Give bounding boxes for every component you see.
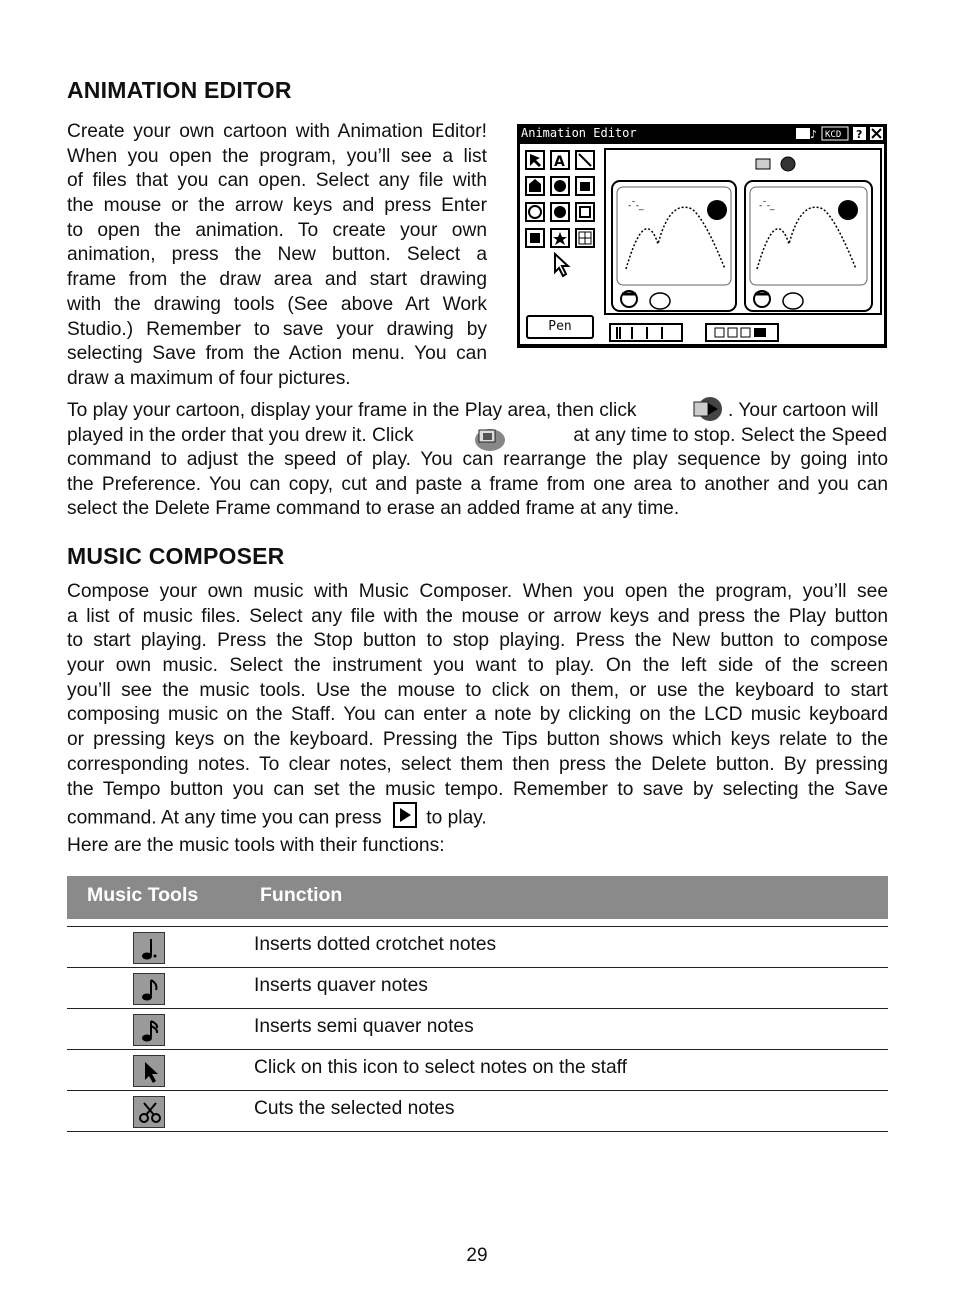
intro-line: When you open the program, you’ll see a list [67,145,487,167]
table-row [67,1091,888,1132]
play-paragraph-rest [67,448,888,522]
intro-line: Create your own cartoon with Animation Editor! [67,121,487,142]
animation-editor-screenshot [517,124,887,348]
play-line-2 [67,423,887,448]
svg-text:-˘-_: -˘-_ [628,201,644,211]
music-line: to start playing. Press the Stop button to stop playing. Press the New button to compose [67,630,888,652]
play-line-1 [67,398,887,423]
header-function: Function [260,884,343,906]
function-text: Inserts dotted crotchet notes [254,934,497,955]
quaver-icon [133,973,165,1005]
play-line-2a: played in the order that you drew it. Click [67,425,414,446]
play-line-1b: . Your cartoon will [728,400,879,421]
page-number: 29 [466,1245,488,1266]
select-arrow-icon [133,1055,165,1087]
music-line: your own music. Select the instrument you want to play. On the left side of the screen [67,655,888,677]
play-line: the Preference. You can copy, cut and paste a frame from one area to another and you can [67,473,888,495]
intro-line: with the drawing tools (See above Art Work [67,293,487,315]
music-paragraph [67,580,888,802]
music-line: you’ll see the music tools. Use the mouse to click on them, or use the keyboard to start [67,679,888,701]
function-text: Inserts semi quaver notes [254,1016,474,1037]
play-line: select the Delete Frame command to erase an added frame at any time. [67,498,680,520]
screenshot-title: Animation Editor [521,126,637,140]
table-row [67,1050,888,1091]
table-top-rule [67,919,888,927]
music-line: or pressing keys on the keyboard. Pressing the Tips button shows which keys relate to the [67,729,888,751]
play-button-icon [393,802,417,835]
table-row [67,1009,888,1050]
intro-line: to open the animation. To create your own [67,219,487,241]
intro-line: animation, press the New button. Select a [67,244,487,266]
table-row [67,927,888,968]
dotted-crotchet-icon [133,932,165,964]
music-line: corresponding notes. To clear notes, select them then press the Delete button. By pressing [67,753,888,775]
semi-quaver-icon [133,1014,165,1046]
table-header [67,876,888,919]
intro-line: of files that you can open. Select any file with [67,170,487,192]
music-last-line-b: to play. [426,807,487,829]
function-text: Cuts the selected notes [254,1098,455,1119]
intro-line: frame from the draw area and start drawing [67,269,487,291]
music-line: the Tempo button you can set the music tempo. Remember to save by selecting the Save [67,778,888,800]
music-line: composing music on the Staff. You can enter a note by clicking on the LCD music keyboard [67,704,888,726]
svg-text:♪: ♪ [810,128,818,141]
table-row [67,968,888,1009]
svg-text:A: A [554,154,565,170]
intro-line: draw a maximum of four pictures. [67,367,351,389]
music-last-line [67,802,887,827]
svg-text:?: ? [856,128,863,141]
play-line-1a: To play your cartoon, display your frame in the Play area, then click [67,400,637,421]
music-tools-table [67,876,888,1132]
function-text: Inserts quaver notes [254,975,428,996]
svg-text:KCD: KCD [825,130,842,140]
animation-editor-heading: ANIMATION EDITOR [67,77,292,103]
screenshot-canvas [520,144,884,344]
scissors-icon [133,1096,165,1128]
screenshot-titlebar [517,124,887,143]
pen-button: Pen [526,315,594,339]
intro-line: selecting Save from the Action menu. You can [67,343,487,365]
tools-intro: Here are the music tools with their functions: [67,835,445,856]
animation-intro-paragraph [67,120,487,392]
play-line-2b: at any time to stop. Select the Speed [573,425,887,446]
music-line: a list of music files. Select any file with the mouse or arrow keys and press the Play button [67,605,888,627]
music-last-line-a: command. At any time you can press [67,807,382,829]
play-line: command to adjust the speed of play. You can rearrange the play sequence by going into [67,449,888,470]
svg-text:-˘-_: -˘-_ [759,201,775,211]
music-line: Compose your own music with Music Composer. When you open the program, you’ll see [67,581,888,602]
header-music-tools: Music Tools [87,884,199,906]
function-text: Click on this icon to select notes on the staff [254,1057,627,1078]
intro-line: the mouse or the arrow keys and press Enter [67,195,487,217]
intro-line: Studio.) Remember to save your drawing by [67,318,487,340]
music-composer-heading: MUSIC COMPOSER [67,543,285,569]
